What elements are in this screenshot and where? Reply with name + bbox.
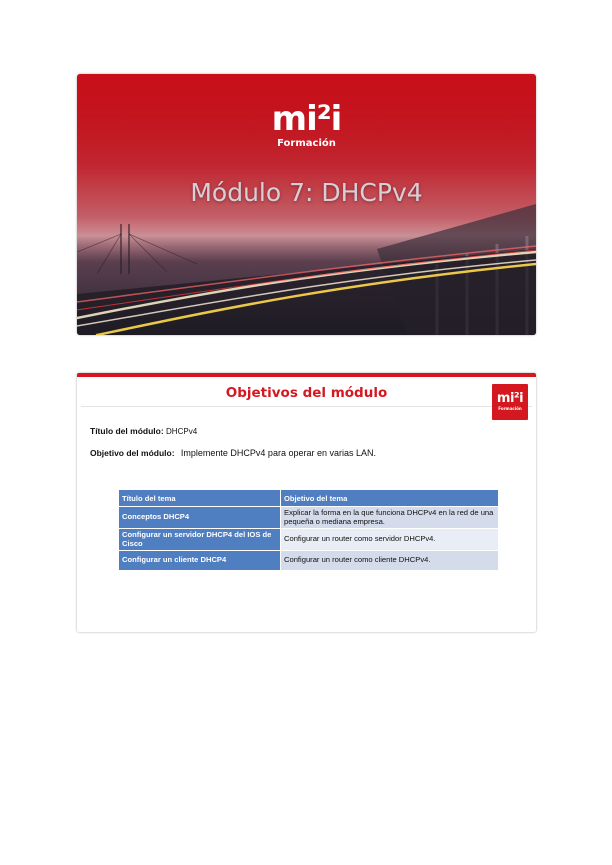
module-objective-value: Implemente DHCPv4 para operar en varias LAN. xyxy=(180,448,376,458)
table-header-row xyxy=(119,490,499,507)
logo-mark: mi²i xyxy=(496,391,524,406)
slide-heading: Objetivos del módulo xyxy=(225,385,388,401)
table-row xyxy=(119,551,499,571)
module-title-label: Título del módulo: xyxy=(90,426,164,436)
company-logo xyxy=(77,99,536,149)
topic-cell: Configurar un servidor DHCP4 del IOS de Cisco xyxy=(119,529,281,551)
column-header-objective: Objetivo del tema xyxy=(281,490,499,507)
logo-subtitle: Formación xyxy=(498,406,522,411)
title-slide xyxy=(77,74,536,335)
logo-mark: mi²i xyxy=(271,99,342,139)
objective-cell: Configurar un router como cliente DHCPv4. xyxy=(281,551,499,571)
objectives-slide xyxy=(77,373,536,632)
table-row xyxy=(119,529,499,551)
objective-cell: Configurar un router como servidor DHCPv4. xyxy=(281,529,499,551)
module-title-line xyxy=(90,426,197,436)
objective-cell: Explicar la forma en la que funciona DHCPv4 en la red de una pequeña o mediana empresa. xyxy=(281,507,499,529)
module-objective-label: Objetivo del módulo: xyxy=(90,448,175,458)
module-title-value: DHCPv4 xyxy=(166,427,198,436)
module-objective-line xyxy=(90,448,376,458)
divider xyxy=(81,406,532,407)
accent-bar xyxy=(77,373,536,377)
topic-cell: Conceptos DHCP4 xyxy=(119,507,281,529)
topic-cell: Configurar un cliente DHCP4 xyxy=(119,551,281,571)
column-header-topic: Título del tema xyxy=(119,490,281,507)
topics-table xyxy=(118,489,499,571)
table-row xyxy=(119,507,499,529)
company-logo-small xyxy=(492,384,528,420)
logo-subtitle: Formación xyxy=(277,138,336,149)
slide-title: Módulo 7: DHCPv4 xyxy=(190,178,423,207)
